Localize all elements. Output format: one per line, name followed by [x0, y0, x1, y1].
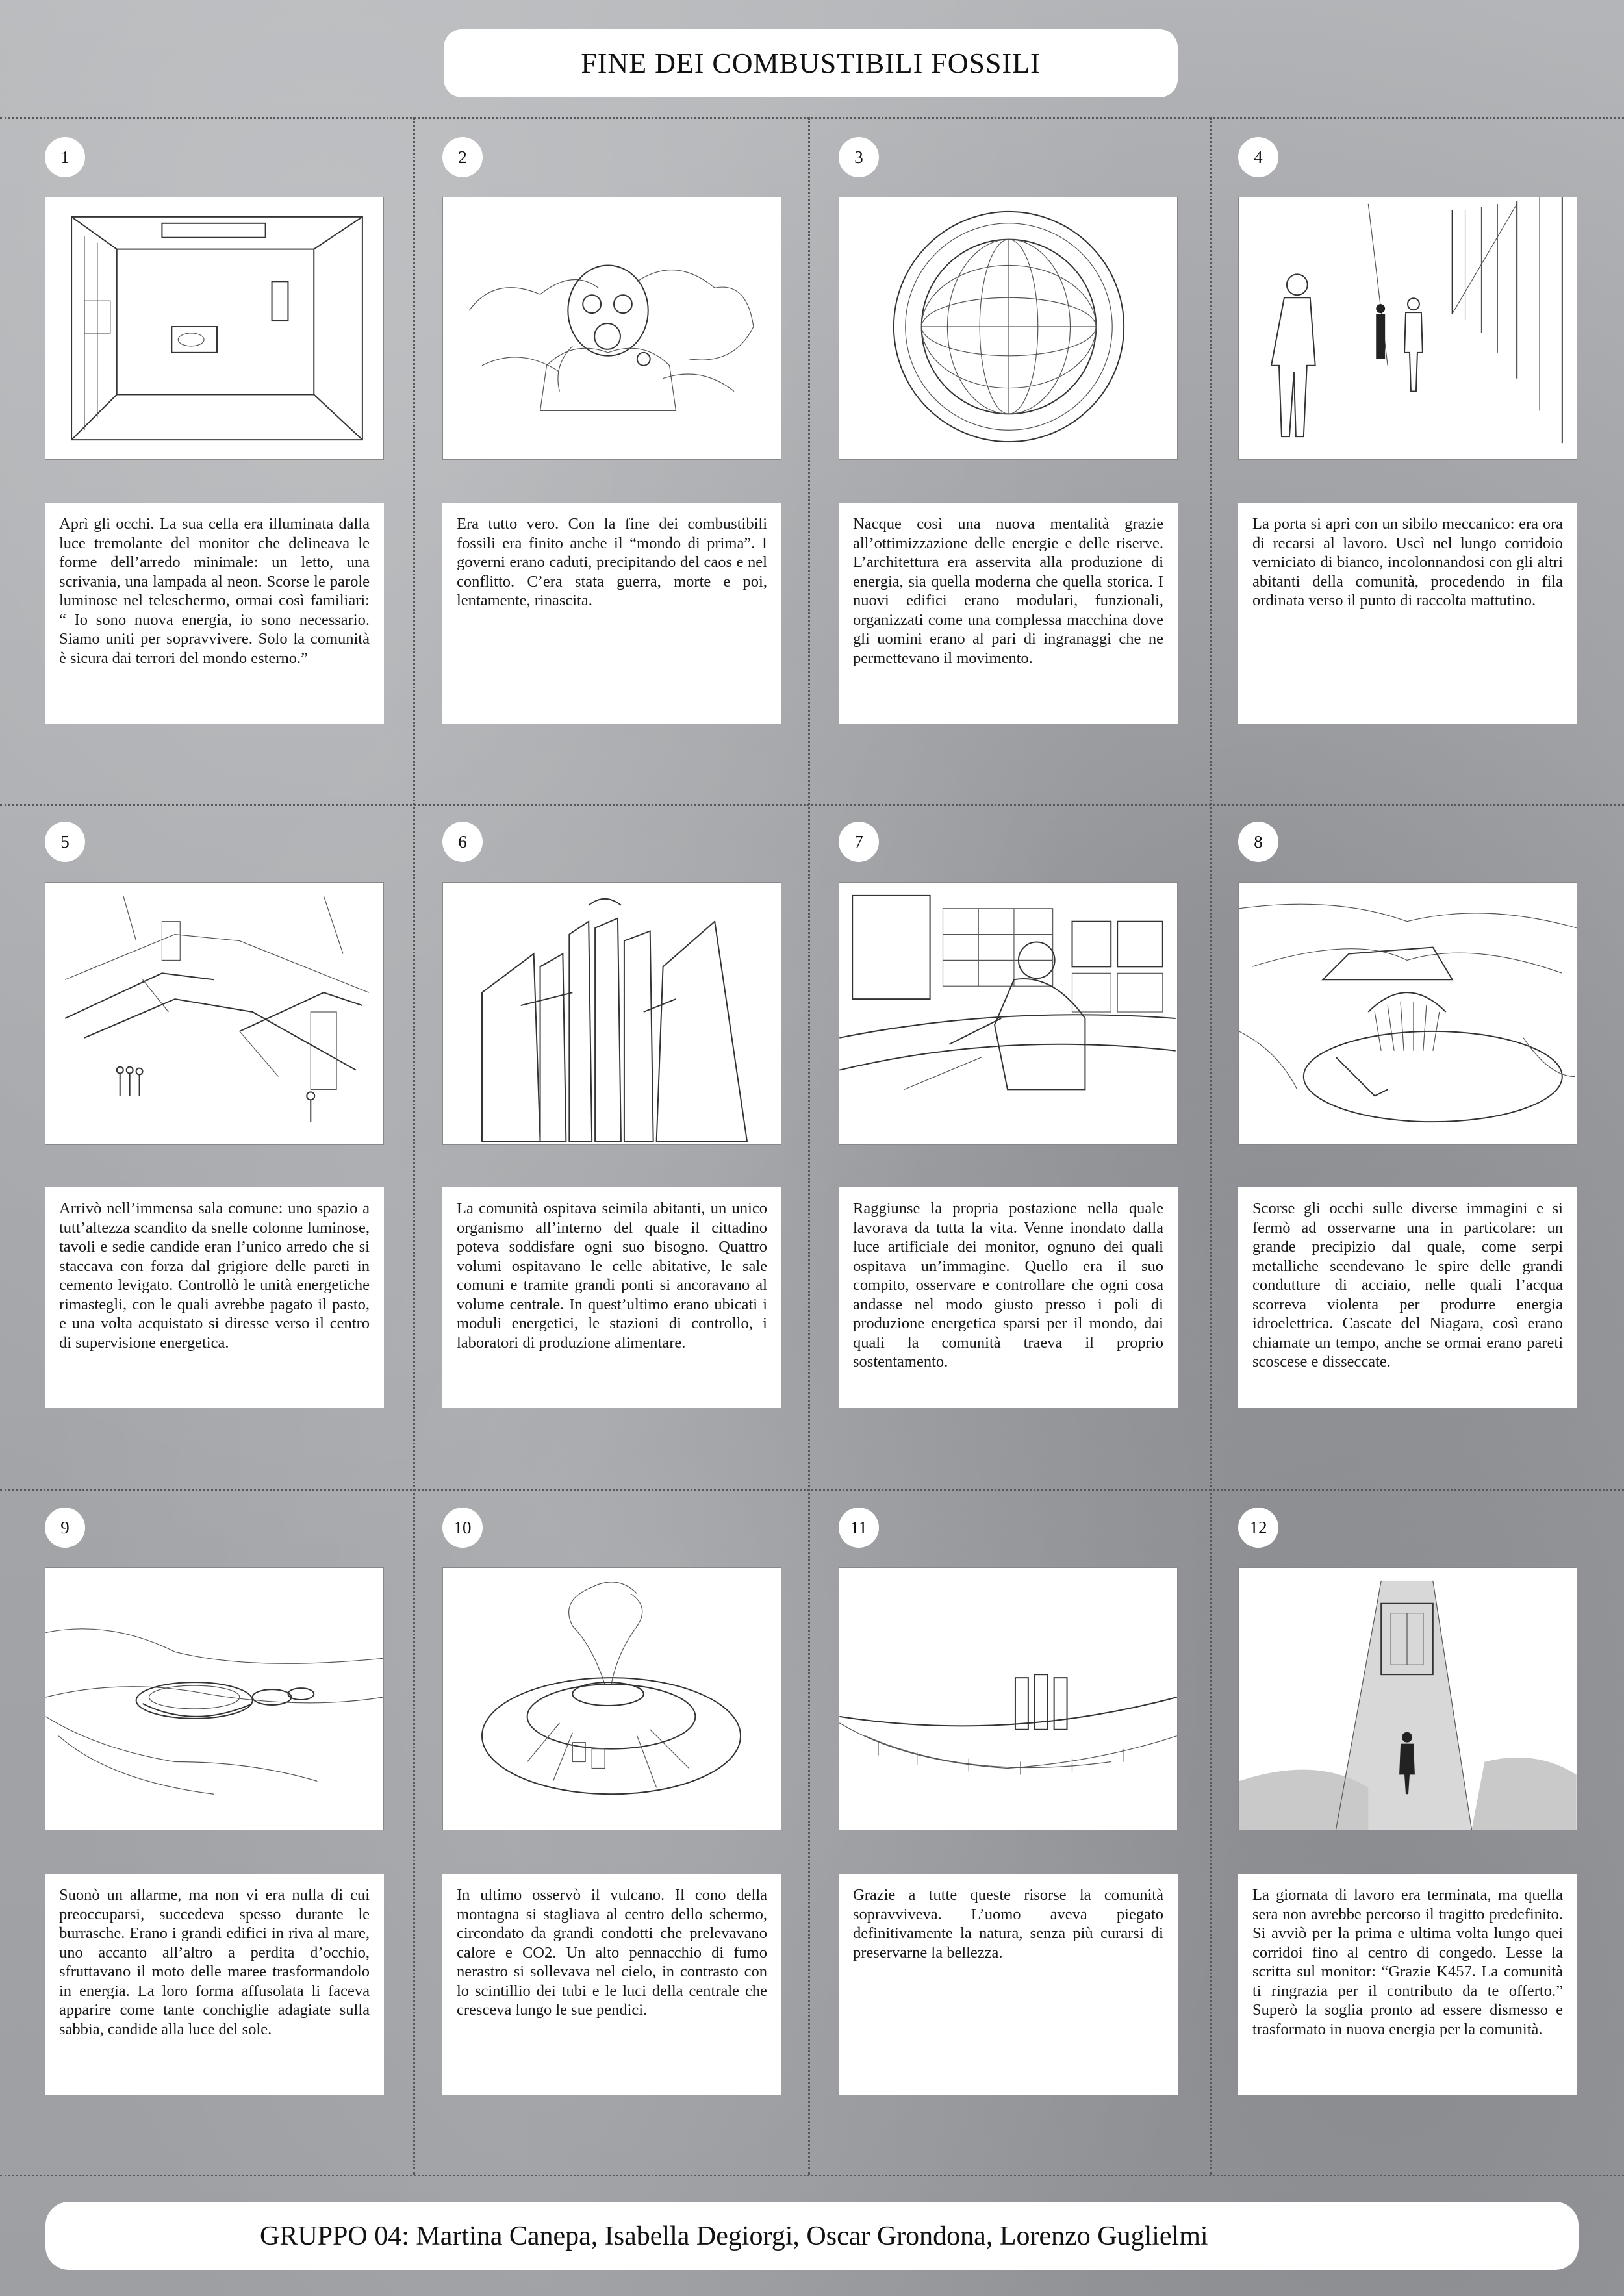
- panel-text: Nacque così una nuova mentalità grazie all’ottimizzazione delle energie e delle riserve. L’architettura era asservita alla produzione di energia, sia quella moderna che quella storica. I nuovi edifici erano modulari, funzionali, organizzati come una complessa macchina dove gli uomini erano al pari di ingranaggi che ne permettevano il movimento.: [839, 503, 1178, 724]
- column-divider: [1210, 117, 1212, 2175]
- sketch-dismissal-gate: [1238, 1567, 1577, 1830]
- panel-number: 12: [1238, 1508, 1278, 1548]
- panel-text: Scorse gli occhi sulle diverse immagini e si fermò ad osservarne una in particolare: un grande precipizio dal quale, come serpi metalliche scendevano le spire delle grandi condutture di acciaio, nelle quali l’acqua scorreva violenta per produrre energia idroelettrica. Cascate del Niagara, così erano chiamate un tempo, anche se ormai erano pareti scoscese e disseccate.: [1238, 1187, 1577, 1408]
- sketch-volcano-plant: [442, 1567, 781, 1830]
- authors-text: GRUPPO 04: Martina Canepa, Isabella Degiorgi, Oscar Grondona, Lorenzo Guglielmi: [260, 2221, 1208, 2251]
- panel-number: 1: [45, 137, 85, 177]
- sketch-dry-niagara: [1238, 882, 1577, 1145]
- sketch-white-corridor: [1238, 197, 1577, 460]
- sketch-common-hall: [45, 882, 384, 1145]
- panel-text: Aprì gli occhi. La sua cella era illuminata dalla luce tremolante del monitor che delineava le forme dell’arredo minimale: un letto, una scrivania, una lampada al neon. Scorse le parole luminose nel teleschermo, ormai così familiari: “ Io sono nuova energia, io sono necessario. Siamo uniti per sopravvivere. Solo la comunità è sicura dai terrori del mondo esterno.”: [45, 503, 384, 724]
- sketch-tidal-shell-buildings: [45, 1567, 384, 1830]
- panel-text: Grazie a tutte queste risorse la comunità sopravviveva. L’uomo aveva piegato definitivamente la natura, senza più curarsi di preservarne la bellezza.: [839, 1874, 1178, 2095]
- panel-text: Era tutto vero. Con la fine dei combustibili fossili era finito anche il “mondo di prima”. I governi erano caduti, precipitando del caos e nel conflitto. C’era stata guerra, morte e poi, lentamente, rinascita.: [442, 503, 781, 724]
- panel-text: In ultimo osservò il vulcano. Il cono della montagna si stagliava al centro dello schermo, circondato da grandi condotti che prelevavano calore e CO2. Un alto pennacchio di fumo nerastro si sollevava nel cielo, in contrasto con lo scintillio dei tubi e le luci della centrale che cresceva lungo le sue pendici.: [442, 1874, 781, 2095]
- panel-text: La comunità ospitava seimila abitanti, un unico organismo all’interno del quale il cittadino poteva soddisfare ogni suo bisogno. Quattro volumi ospitavano le celle abitative, le sale comuni e tramite grandi ponti si ancoravano al volume centrale. In quest’ultimo erano ubicati i moduli energetici, le stazioni di controllo, i laboratori di produzione alimentare.: [442, 1187, 781, 1408]
- panel-text: Arrivò nell’immensa sala comune: uno spazio a tutt’altezza scandito da snelle colonne luminose, tavoli e sedie candide eran l’unico arredo che si staccava con forza dal grigiore delle pareti in cemento levigato. Controllò le unità energetiche rimastegli, con le quali avrebbe pagato il pasto, e una volta acquistato si diresse verso il centro di supervisione energetica.: [45, 1187, 384, 1408]
- column-divider: [808, 117, 810, 2175]
- panel-number: 11: [839, 1508, 879, 1548]
- sketch-cell-room: [45, 197, 384, 460]
- panel-text: La giornata di lavoro era terminata, ma quella sera non avrebbe percorso il tragitto predefinito. Si avviò per la prima e ultima volta lungo quei corridoi fino al centro di congedo. Lesse la scritta sul monitor: “Grazie K457. La comunità ti ringrazia per il contributo da te offerto.” Superò la soglia pronto ad essere dismesso e trasformato in nuova energia per la comunità.: [1238, 1874, 1577, 2095]
- page-title: FINE DEI COMBUSTIBILI FOSSILI: [444, 29, 1178, 97]
- panel-number: 6: [442, 822, 483, 862]
- sketch-gas-mask-figure: [442, 197, 781, 460]
- sketch-monitor-station: [839, 882, 1178, 1145]
- column-divider: [413, 117, 415, 2175]
- row-divider: [0, 804, 1624, 806]
- sketch-towers: [442, 882, 781, 1145]
- panel-number: 9: [45, 1508, 85, 1548]
- panel-number: 2: [442, 137, 483, 177]
- panel-number: 5: [45, 822, 85, 862]
- panel-number: 10: [442, 1508, 483, 1548]
- row-divider: [0, 1489, 1624, 1491]
- row-divider: [0, 117, 1624, 119]
- sketch-valley-towers: [839, 1567, 1178, 1830]
- panel-text: La porta si aprì con un sibilo meccanico: era ora di recarsi al lavoro. Uscì nel lungo corridoio verniciato di bianco, incolonnandosi con gli altri abitanti della comunità, procedendo in fila ordinata verso il punto di raccolta mattutino.: [1238, 503, 1577, 724]
- panel-number: 3: [839, 137, 879, 177]
- row-divider: [0, 2175, 1624, 2176]
- panel-text: Suonò un allarme, ma non vi era nulla di cui preoccuparsi, succedeva spesso durante le burrasche. Erano i grandi edifici in riva al mare, uno accanto all’altro a perdita d’occhio, sfruttavano il moto delle maree trasformandolo in energia. La loro forma affusolata li faceva apparire come tante conchiglie adagiate sulla sabbia, candide alla luce del sole.: [45, 1874, 384, 2095]
- sketch-spherical-machine: [839, 197, 1178, 460]
- authors-footer: [45, 2202, 1579, 2270]
- panel-number: 7: [839, 822, 879, 862]
- panel-number: 8: [1238, 822, 1278, 862]
- panel-number: 4: [1238, 137, 1278, 177]
- panel-text: Raggiunse la propria postazione nella quale lavorava da tutta la vita. Venne inondato dalla luce artificiale dei monitor, ognuno dei quali ospitava un’immagine. Quello era il suo compito, osservare e controllare che ogni cosa andasse nel modo giusto presso i poli di produzione energetica sparsi per il mondo, dai quali la comunità traeva il proprio sostentamento.: [839, 1187, 1178, 1408]
